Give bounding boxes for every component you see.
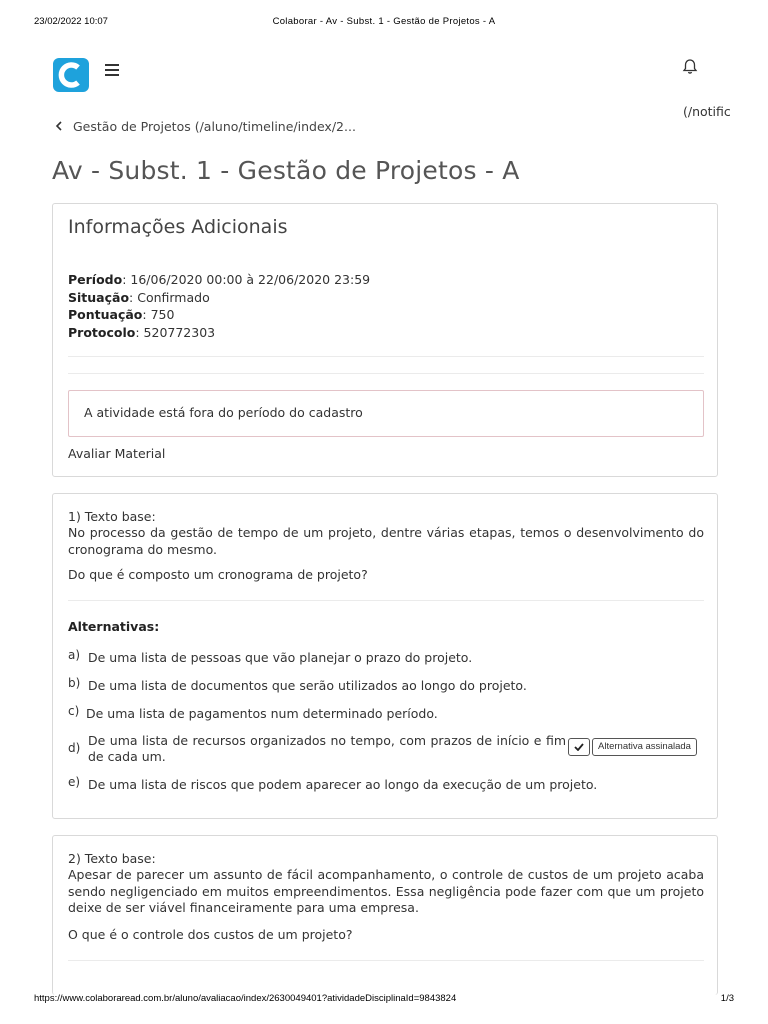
info-heading: Informações Adicionais	[68, 216, 288, 238]
chosen-alternative-marker	[568, 738, 697, 756]
hamburger-menu-icon[interactable]	[105, 64, 121, 78]
alternatives-title: Alternativas:	[68, 619, 160, 634]
check-icon	[568, 738, 590, 756]
situacao-line: Situação: Confirmado	[68, 289, 210, 305]
divider	[68, 356, 704, 357]
protocolo-line: Protocolo: 520772303	[68, 324, 216, 340]
question-prompt: O que é o controle dos custos de um projeto?	[68, 927, 353, 942]
question-head: 2) Texto base:	[68, 851, 156, 866]
breadcrumb-label[interactable]: Gestão de Projetos (/aluno/timeline/index/2...	[73, 119, 356, 134]
page-title: Av - Subst. 1 - Gestão de Projetos - A	[52, 156, 520, 185]
question-prompt: Do que é composto um cronograma de projeto?	[68, 567, 368, 582]
info-details	[68, 271, 370, 341]
print-datetime: 23/02/2022 10:07	[34, 16, 108, 27]
pontuacao-line: Pontuação: 750	[68, 307, 175, 322]
question-text: No processo da gestão de tempo de um projeto, dentre várias etapas, temos o desenvolvimento do cronograma do mesmo.	[68, 525, 704, 557]
question-text: Apesar de parecer um assunto de fácil acompanhamento, o controle de custos de um projeto acaba sendo negligenciado em muitos empreendimentos. Essa negligência pode fazer com que um projeto deixe de ser viável financeiramente para uma empresa.	[68, 867, 704, 915]
breadcrumb[interactable]	[55, 119, 356, 134]
question-head: 1) Texto base:	[68, 509, 156, 524]
chosen-label: Alternativa assinalada	[592, 738, 697, 756]
colaborar-logo-icon[interactable]	[53, 58, 89, 92]
print-url: https://www.colaboraread.com.br/aluno/avaliacao/index/2630049401?atividadeDisciplinaId=9843824	[34, 993, 457, 1004]
print-page-number: 1/3	[720, 993, 734, 1004]
bell-icon[interactable]	[682, 58, 698, 76]
notifications-link[interactable]: (/notific	[683, 104, 731, 119]
chevron-left-icon	[55, 120, 65, 134]
divider	[68, 960, 704, 961]
print-footer	[0, 993, 768, 1009]
divider	[68, 373, 704, 374]
question-card: 1) Texto base: No processo da gestão de tempo de um projeto, dentre várias etapas, temos o desenvolvimento do cronograma do mesmo. Do que é composto um cronograma de projeto? Alternativas: a) De uma lista de pessoas que vão planejar o prazo do projeto. b) De uma lista de documentos que serão utilizados ao longo do projeto. c) De uma lista de pagamentos num determinado período. d) De uma lista de recursos organizados no tempo, com prazos de início e fim de cada um. Alternativa assinalada e) De uma lista de riscos que podem aparecer ao longo da execução de um projeto.	[52, 493, 718, 819]
divider	[68, 600, 704, 601]
print-page-title: Colaborar - Av - Subst. 1 - Gestão de Projetos - A	[272, 16, 496, 27]
print-header	[0, 16, 768, 32]
periodo-line: Período: 16/06/2020 00:00 à 22/06/2020 23:59	[68, 272, 371, 287]
period-alert: A atividade está fora do período do cadastro	[68, 390, 704, 437]
question-card	[52, 835, 718, 995]
avaliar-material-link[interactable]: Avaliar Material	[68, 446, 166, 461]
info-card	[52, 203, 718, 477]
